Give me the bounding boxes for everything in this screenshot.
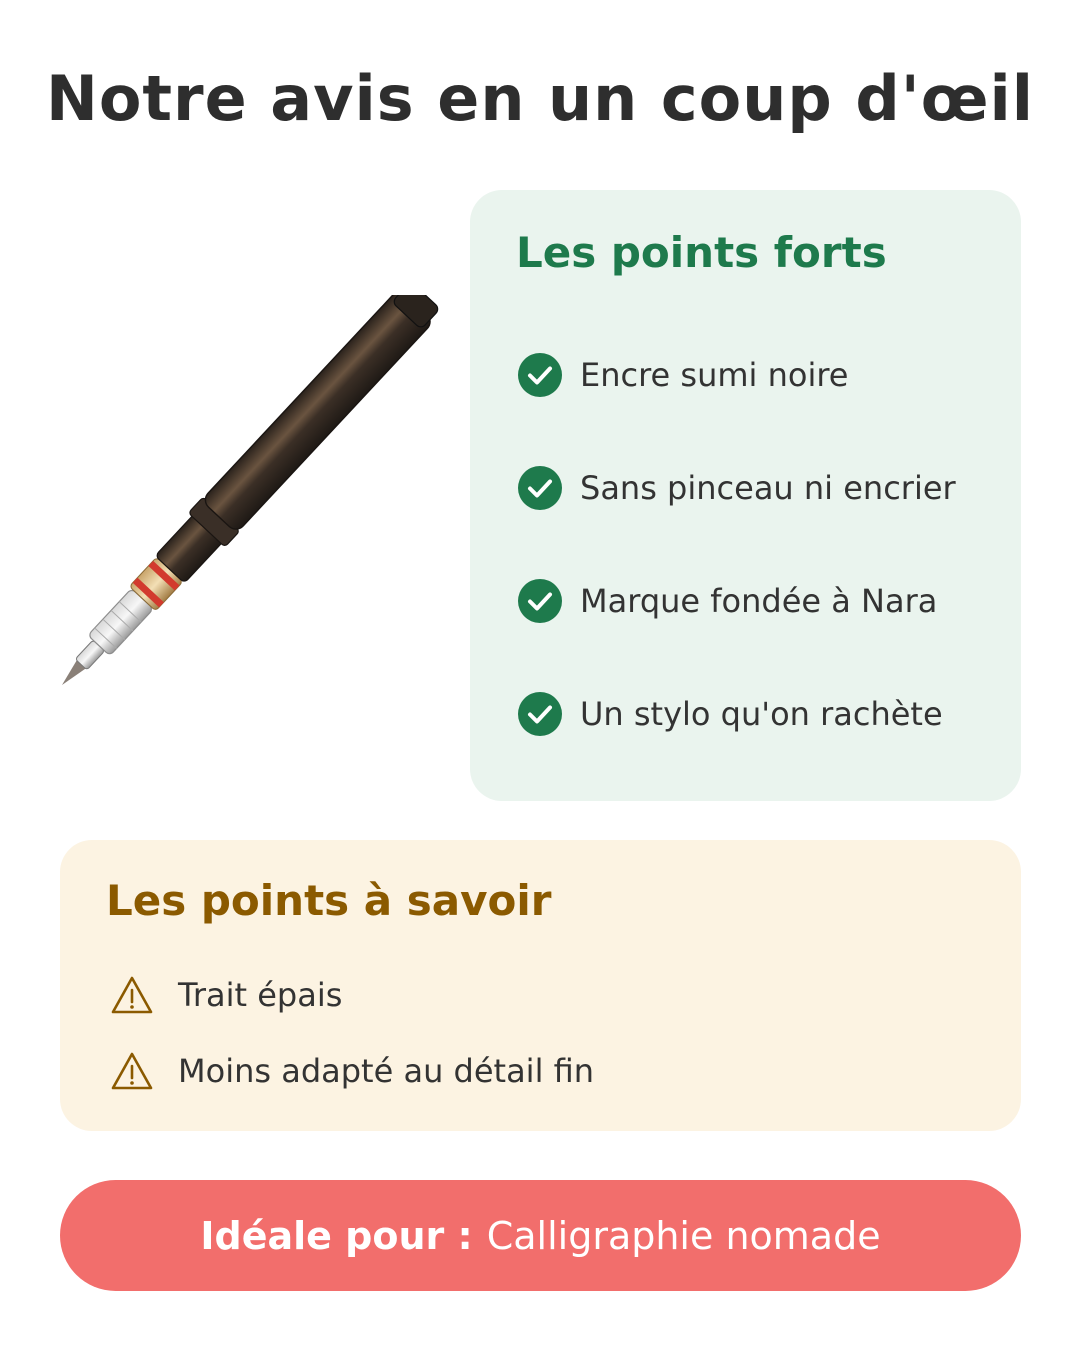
- pro-label: Un stylo qu'on rachète: [580, 695, 943, 733]
- warning-icon: [110, 1051, 154, 1091]
- ideal-label: Idéale pour :: [200, 1213, 473, 1258]
- product-image: [50, 295, 450, 695]
- brush-pen-icon: [50, 295, 450, 695]
- list-item: [518, 692, 943, 736]
- check-circle-icon: [518, 579, 562, 623]
- list-item: [518, 353, 848, 397]
- ideal-value: Calligraphie nomade: [486, 1213, 881, 1258]
- pro-label: Sans pinceau ni encrier: [580, 469, 956, 507]
- check-circle-icon: [518, 692, 562, 736]
- list-item: [518, 466, 956, 510]
- list-item: [518, 579, 937, 623]
- list-item: [110, 973, 342, 1017]
- check-circle-icon: [518, 466, 562, 510]
- pro-label: Marque fondée à Nara: [580, 582, 938, 620]
- warning-icon: [110, 975, 154, 1015]
- ideal-for-banner: [60, 1180, 1021, 1291]
- list-item: [110, 1049, 594, 1093]
- con-label: Trait épais: [178, 976, 343, 1014]
- page-title: Notre avis en un coup d'œil: [45, 62, 1035, 135]
- pros-title: Les points forts: [516, 228, 887, 277]
- pro-label: Encre sumi noire: [580, 356, 849, 394]
- con-label: Moins adapté au détail fin: [178, 1052, 595, 1090]
- check-circle-icon: [518, 353, 562, 397]
- pros-panel: [470, 190, 1021, 801]
- cons-title: Les points à savoir: [106, 876, 552, 925]
- cons-panel: [60, 840, 1021, 1131]
